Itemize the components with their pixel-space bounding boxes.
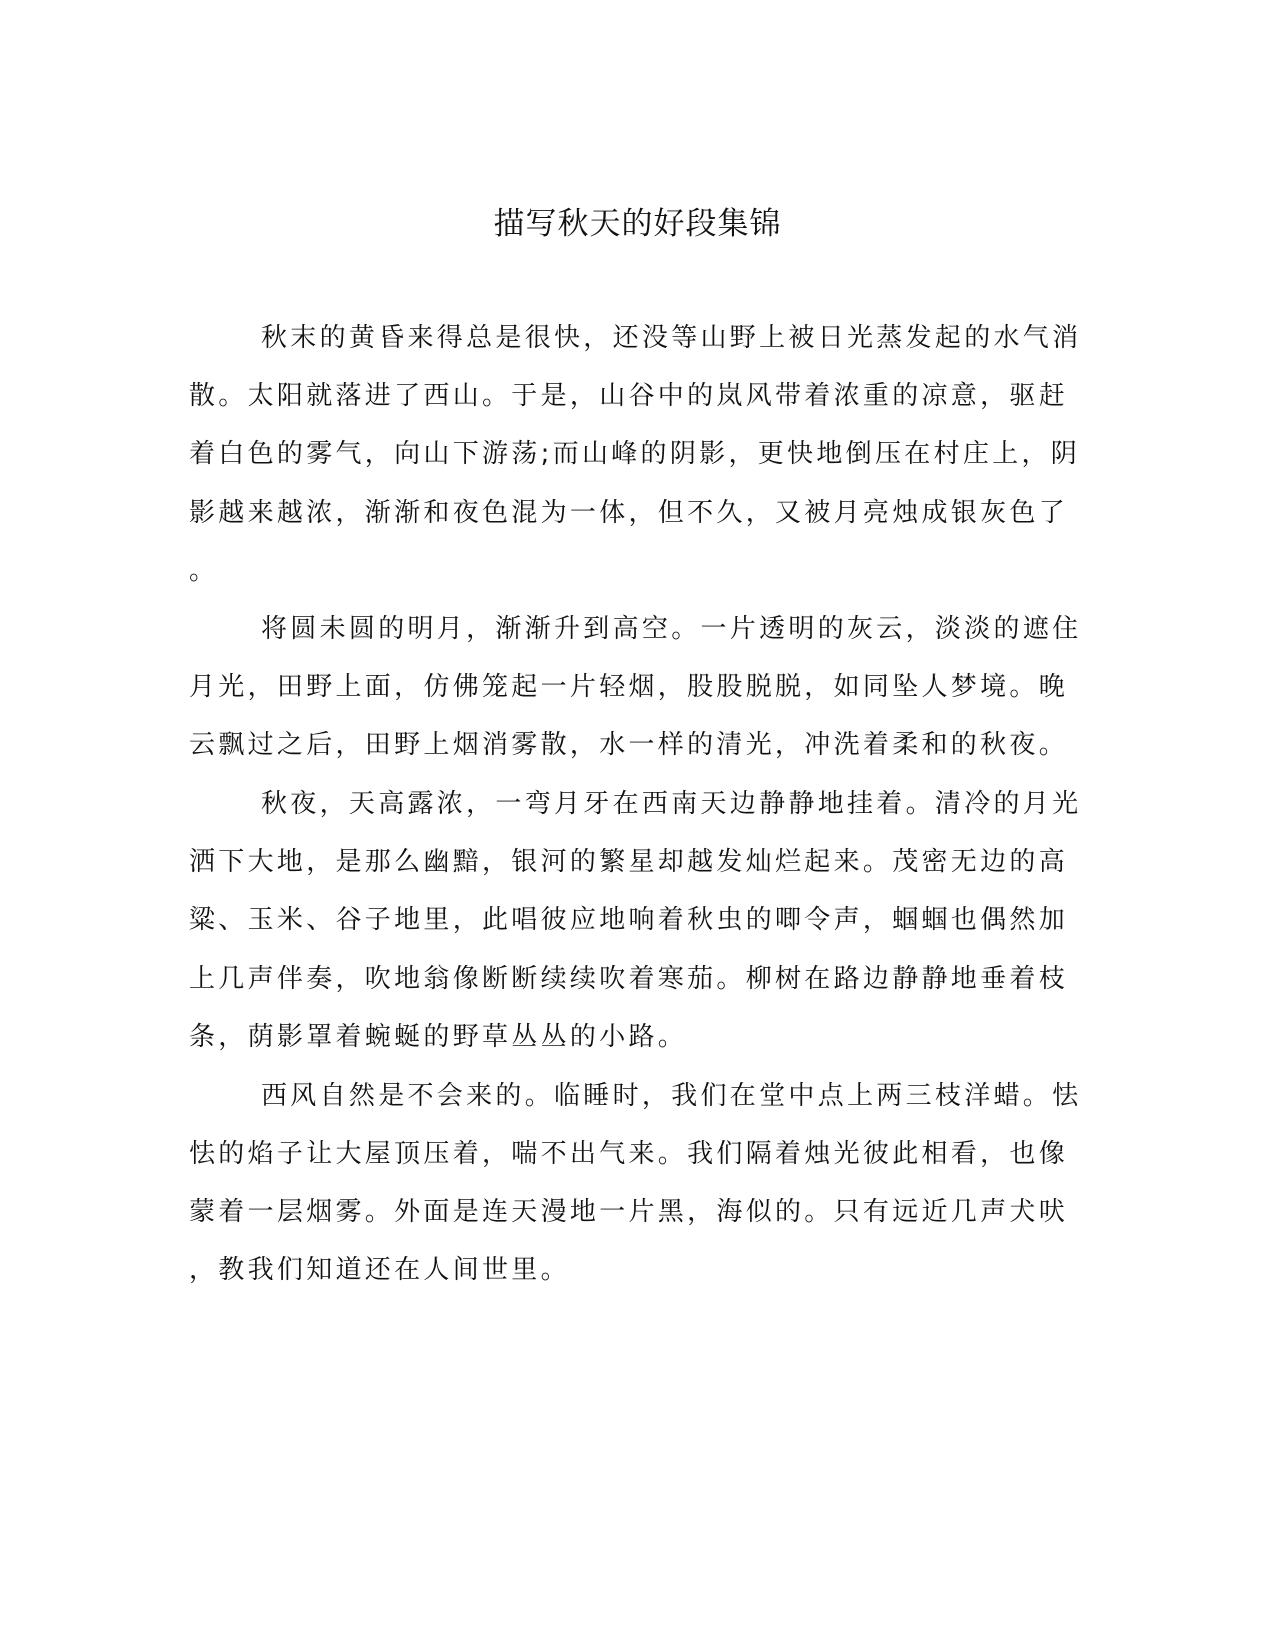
paragraph-4-line-2: 怯的焰子让大屋顶压着，喘不出气来。我们隔着烛光彼此相看，也像 xyxy=(189,1139,1069,1169)
paragraph-4-line-1: 西风自然是不会来的。临睡时，我们在堂中点上两三枝洋蜡。怯 xyxy=(261,1081,1082,1111)
paragraph-1-line-4: 影越来越浓，渐渐和夜色混为一体，但不久，又被月亮烛成银灰色了 xyxy=(189,498,1069,528)
paragraph-3-line-5: 条，荫影罩着蜿蜒的野草丛丛的小路。 xyxy=(189,1022,688,1052)
paragraph-3-line-2: 洒下大地，是那么幽黯，银河的繁星却越发灿烂起来。茂密无边的高 xyxy=(189,847,1069,877)
paragraph-2-line-1: 将圆未圆的明月，渐渐升到高空。一片透明的灰云，淡淡的遮住 xyxy=(261,614,1082,644)
paragraph-2-line-3: 云飘过之后，田野上烟消雾散，水一样的清光，冲洗着柔和的秋夜。 xyxy=(189,730,1069,760)
paragraph-2-line-2: 月光，田野上面，仿佛笼起一片轻烟，股股脱脱，如同坠人梦境。晚 xyxy=(189,672,1069,702)
paragraph-4-line-4: ，教我们知道还在人间世里。 xyxy=(189,1255,570,1285)
paragraph-1-line-1: 秋末的黄昏来得总是很快，还没等山野上被日光蒸发起的水气消 xyxy=(261,323,1082,353)
paragraph-1-line-5: 。 xyxy=(189,556,219,586)
paragraph-3-line-1: 秋夜，天高露浓，一弯月牙在西南天边静静地挂着。清冷的月光 xyxy=(261,789,1082,819)
paragraph-1-line-3: 着白色的雾气，向山下游荡;而山峰的阴影，更快地倒压在村庄上，阴 xyxy=(189,439,1081,469)
paragraph-1-line-2: 散。太阳就落进了西山。于是，山谷中的岚风带着浓重的凉意，驱赶 xyxy=(189,381,1069,411)
paragraph-3-line-4: 上几声伴奏，吹地翁像断断续续吹着寒茄。柳树在路边静静地垂着枝 xyxy=(189,964,1069,994)
paragraph-3-line-3: 粱、玉米、谷子地里，此唱彼应地响着秋虫的唧令声，蝈蝈也偶然加 xyxy=(189,905,1069,935)
page-title: 描写秋天的好段集锦 xyxy=(493,206,782,242)
paragraph-4-line-3: 蒙着一层烟雾。外面是连天漫地一片黑，海似的。只有远近几声犬吠 xyxy=(189,1197,1069,1227)
